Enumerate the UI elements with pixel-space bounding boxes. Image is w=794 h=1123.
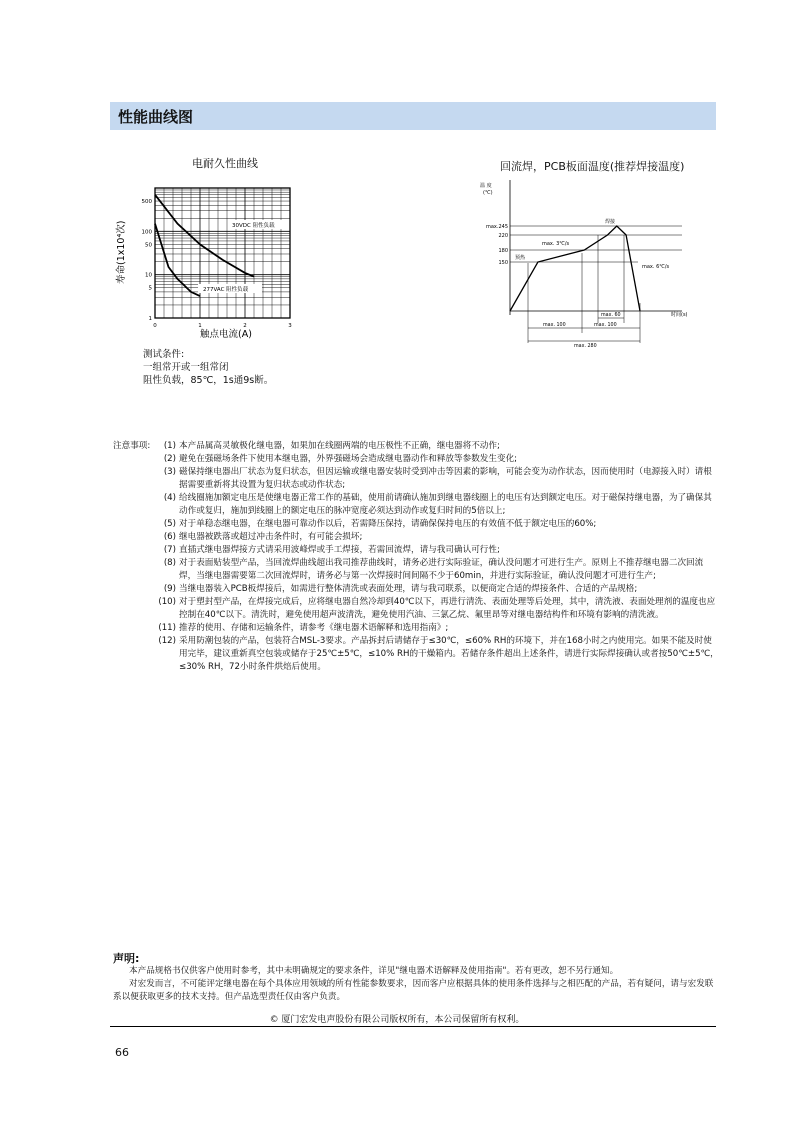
note-text: 继电器被跌落或超过冲击条件时，有可能会损坏; [179, 532, 363, 542]
note-text: 采用防潮包装的产品，包装符合MSL-3要求。产品拆封后请储存于≤30℃，≤60% RH的环境下，并在168小时之内使用完。如果不能及时使用完毕，建议重新真空包装或储存于25℃±5℃，≤10% RH的干燥箱内。若储存条件超出上述条件，请进行实际焊接确认或者按50℃±5℃，≤30% RH，72小时条件烘焙后使用。 [179, 636, 719, 672]
note-text: 对于表面贴装型产品，当回流焊曲线超出我司推荐曲线时，请务必进行实际验证，确认没问题才可进行生产。原则上不推荐继电器二次回流焊，当继电器需要第二次回流焊时，请务必与第一次焊接时间间隔不少于60min，并进行实际验证，确认没问题才可进行生产; [179, 558, 704, 581]
reflow-ytick-245: max.245 [485, 224, 508, 230]
note-item [158, 557, 719, 583]
life-series-ac [155, 224, 200, 296]
note-item [158, 635, 719, 674]
reflow-chart-title: 回流焊，PCB板面温度(推荐焊接温度) [500, 160, 685, 173]
dc-series-label: 30VDC 阻性负载 [232, 223, 275, 229]
note-number: (9) [163, 584, 176, 594]
life-ytick: 10 [145, 272, 152, 279]
copyright: © 厦门宏发电声股份有限公司版权所有，本公司保留所有权利。 [269, 1015, 525, 1025]
reflow-ylabel-2: (℃) [483, 190, 493, 196]
reflow-ref-lines [510, 226, 682, 262]
note-number: (7) [163, 545, 176, 555]
life-ytick: 1 [148, 316, 152, 322]
note-number: (8) [163, 558, 176, 568]
reflow-fall-label: max. 6℃/s [642, 264, 670, 270]
life-ytick: 500 [141, 199, 152, 206]
notes-label: 注意事项: [113, 441, 151, 451]
reflow-solder-label: 焊接 [605, 219, 616, 225]
reflow-ytick-180: 180 [498, 248, 508, 254]
test-conditions-title: 测试条件: [143, 349, 185, 360]
statement-body [113, 965, 717, 1004]
reflow-dim-60: max. 60 [601, 313, 621, 318]
life-chart-frame [155, 188, 290, 318]
notes-section [113, 440, 719, 674]
life-chart-title: 电耐久性曲线 [192, 157, 258, 170]
note-text: 推荐的使用、存储和运输条件，请参考《继电器术语解释和选用指南》; [179, 623, 449, 633]
notes-list [158, 440, 719, 674]
statement-line2: 对宏发而言，不可能评定继电器在每个具体应用领域的所有性能参数要求，因而客户应根据具体的使用条件选择与之相匹配的产品，若有疑问，请与宏发联系以便获取更多的技术支持。但产品选型责任仅由客户负责。 [113, 979, 714, 1002]
note-item [158, 518, 719, 531]
life-chart-xlabel: 触点电流(A) [200, 329, 252, 340]
note-text: 当继电器装入PCB板焊接后，如需进行整体清洗或表面处理，请与我司联系，以便商定合适的焊接条件、合适的产品规格; [179, 584, 638, 594]
note-number: (11) [158, 623, 176, 633]
note-item [158, 583, 719, 596]
note-text: 本产品属高灵敏极化继电器，如果加在线圈两端的电压极性不正确，继电器将不动作; [179, 441, 500, 451]
reflow-xlabel: 时间(s) [671, 312, 688, 318]
life-xtick: 3 [288, 323, 292, 329]
life-chart [110, 180, 310, 345]
reflow-dim-280: max. 280 [574, 344, 597, 349]
test-conditions [143, 348, 273, 387]
note-item [158, 453, 719, 466]
life-xtick: 1 [198, 323, 202, 329]
note-number: (5) [163, 519, 176, 529]
test-conditions-line1: 一组常开或一组常闭 [143, 362, 229, 373]
reflow-preheat-label: 预热 [515, 255, 526, 261]
test-conditions-line2: 阻性负载，85℃，1s通9s断。 [143, 375, 274, 386]
note-text: 给线圈施加额定电压是使继电器正常工作的基础，使用前请确认施加到继电器线圈上的电压有达到额定电压。对于磁保持继电器，为了确保其动作或复归，施加到线圈上的额定电压的脉冲宽度必须达到动作或复归时间的5倍以上; [179, 493, 712, 516]
reflow-dim-100b: max. 100 [594, 323, 617, 328]
life-xtick: 2 [243, 323, 247, 329]
life-xtick: 0 [153, 323, 157, 329]
section-title: 性能曲线图 [118, 108, 194, 126]
note-item [158, 622, 719, 635]
note-number: (10) [158, 597, 176, 607]
note-number: (3) [163, 467, 176, 477]
reflow-y-ticks [486, 224, 508, 266]
note-item [158, 531, 719, 544]
section-header [110, 102, 716, 130]
life-ytick: 100 [141, 229, 152, 236]
note-text: 磁保持继电器出厂状态为复归状态，但因运输或继电器安装时受到冲击等因素的影响，可能会变为动作状态，因而使用时（电源接入时）请根据需要重新将其设置为复归状态或动作状态; [179, 467, 712, 490]
note-item [158, 492, 719, 518]
note-text: 避免在强磁场条件下使用本继电器，外界强磁场会造成继电器动作和释放等参数发生变化; [179, 454, 518, 464]
statement-title: 声明: [113, 952, 140, 965]
reflow-chart [470, 175, 700, 355]
note-number: (4) [163, 493, 176, 503]
reflow-ytick-220: 220 [498, 233, 508, 239]
reflow-ylabel-1: 温 度 [480, 183, 492, 189]
note-item [158, 596, 719, 622]
note-item [158, 544, 719, 557]
note-item [158, 440, 719, 453]
note-number: (6) [163, 532, 176, 542]
life-ytick: 50 [145, 242, 152, 249]
statement-line1: 本产品规格书仅供客户使用时参考，其中未明确规定的要求条件，详见"继电器术语解释及使用指南"。若有更改，恕不另行通知。 [129, 966, 619, 976]
note-number: (1) [163, 441, 176, 451]
note-text: 对于塑封型产品，在焊接完成后，应将继电器自然冷却到40℃以下，再进行清洗、表面处理等后处理，其中，清洗液、表面处理剂的温度也应控制在40℃以下。清洗时，避免使用超声波清洗，避免使用汽油、三氯乙烷、氟里昂等对继电器结构件和环境有影响的清洗液。 [179, 597, 716, 620]
note-text: 直插式继电器焊接方式请采用波峰焊或手工焊接，若需回流焊，请与我司确认可行性; [179, 545, 500, 555]
life-ytick: 5 [148, 285, 152, 292]
note-text: 对于单稳态继电器，在继电器可靠动作以后，若需降压保持，请确保保持电压的有效值不低于额定电压的60%; [179, 519, 597, 529]
note-item [158, 466, 719, 492]
life-chart-grid [155, 188, 290, 318]
ac-series-label: 277VAC 阻性负载 [203, 287, 249, 293]
note-number: (12) [158, 636, 176, 646]
reflow-dimension-lines [528, 318, 640, 341]
footer-divider [110, 1026, 716, 1027]
note-number: (2) [163, 454, 176, 464]
reflow-ytick-150: 150 [498, 260, 508, 266]
page-number: 66 [115, 1046, 129, 1059]
life-chart-ylabel: 寿命(1x10⁴次) [116, 220, 127, 284]
reflow-dim-100a: max. 100 [543, 323, 566, 328]
reflow-rise-label: max. 3℃/s [542, 241, 570, 247]
